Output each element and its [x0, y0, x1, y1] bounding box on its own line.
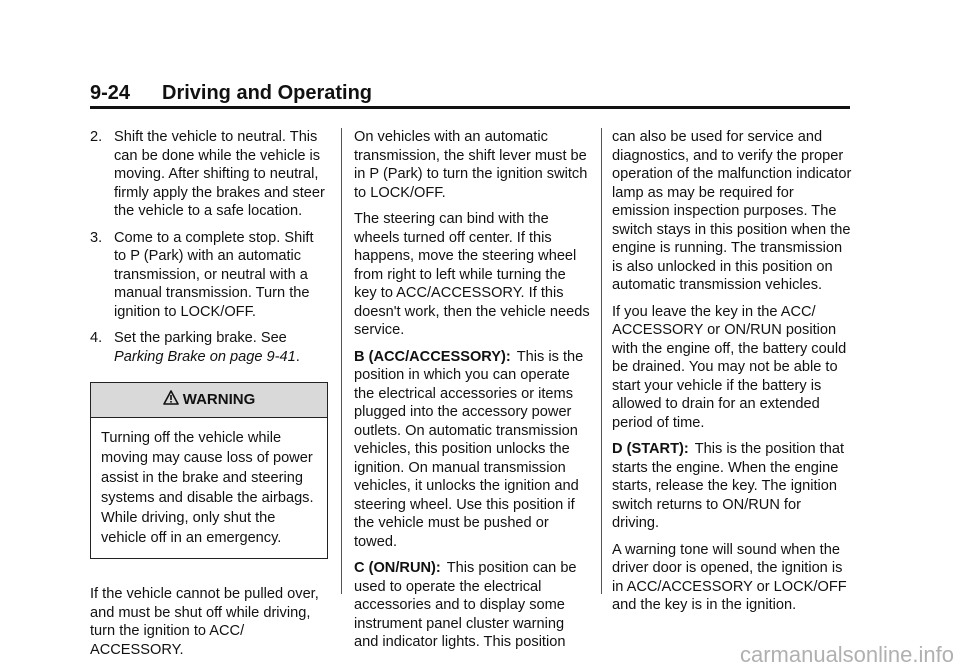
item-text: Set the parking brake. See: [114, 330, 287, 346]
list-item: [90, 229, 328, 322]
column-2: [354, 128, 590, 660]
paragraph: can also be used for service and diagnostics, and to verify the proper operation of the malfunction indicator lamp as may be required for emission inspection purposes. The switch stays in this position when the engine is running. The transmission is also unlocked in this position on automatic transmission vehicles.: [612, 129, 852, 293]
warning-title: WARNING: [182, 390, 256, 408]
column-divider: [341, 128, 342, 594]
section-title: Driving and Operating: [162, 82, 373, 104]
paragraph: If the vehicle cannot be pulled over, and must be shut off while driving, turn the ignition to ACC/ ACCESSORY.: [90, 586, 319, 658]
paragraph: On vehicles with an automatic transmission, the shift lever must be in P (Park) to turn the ignition switch to LOCK/OFF.: [354, 129, 588, 201]
warning-body: Turning off the vehicle while moving may cause loss of power assist in the brake and steering systems and disable the airbags. While driving, only shut the vehicle off in an emergency.: [101, 430, 314, 546]
item-text: Shift the vehicle to neutral. This can be done while the vehicle is moving. After shifting to neutral, firmly apply the brakes and steer the vehicle to a safe location.: [114, 129, 325, 219]
list-item: [90, 128, 328, 221]
item-number: 4.: [90, 330, 103, 346]
item-number: 3.: [90, 229, 103, 246]
definition-b: [354, 348, 590, 552]
paragraph: If you leave the key in the ACC/ ACCESSORY or ON/RUN position with the engine off, the battery could be drained. You may not be able to start your vehicle if the battery is allowed to drain for an extended period of time.: [612, 303, 847, 431]
definition-c: [354, 559, 590, 652]
item-text-end: .: [295, 348, 300, 365]
definition-d: [612, 440, 852, 533]
warning-triangle-icon: [163, 390, 179, 411]
list-item: [90, 329, 328, 366]
definition-text: This position can be used to operate the electrical accessories and to display some instrument panel cluster warning and indicator lights. This position: [354, 560, 577, 650]
paragraph: A warning tone will sound when the driver door is opened, the ignition is in ACC/ACCESSORY or LOCK/OFF and the key is in the ignition.: [612, 541, 847, 613]
column-1: [90, 128, 328, 667]
definition-text: This is the position in which you can operate the electrical accessories or items plugged into the accessory power outlets. On automatic transmission vehicles, this position unlocks the ignition. On manual transmission vehicles, it unlocks the ignition and steering wheel. Use this position if the vehicle must be pushed or towed.: [354, 348, 584, 550]
cross-reference-link[interactable]: Parking Brake on page 9-41: [114, 348, 296, 365]
term-c: C (ON/RUN):: [354, 560, 441, 576]
page-number: 9-24: [90, 82, 131, 104]
term-d: D (START):: [612, 441, 689, 457]
item-number: 2.: [90, 129, 103, 145]
definition-text: This is the position that starts the engine. When the engine starts, release the key. The ignition switch returns to ON/RUN for driving.: [612, 441, 844, 531]
column-divider: [601, 128, 602, 594]
warning-header: [91, 383, 327, 418]
column-3: [612, 128, 852, 623]
item-text: Come to a complete stop. Shift to P (Park) with an automatic transmission, or neutral with a manual transmission. Turn the ignition to LOCK/OFF.: [114, 229, 314, 320]
watermark: carmanualsonline.info: [739, 642, 954, 667]
page-header: [90, 82, 850, 109]
term-b: B (ACC/ACCESSORY):: [354, 348, 511, 365]
warning-box: [90, 382, 328, 559]
paragraph: The steering can bind with the wheels turned off center. If this happens, move the steering wheel from right to left while turning the key to ACC/ACCESSORY. If this doesn't work, then the vehicle needs service.: [354, 211, 590, 338]
